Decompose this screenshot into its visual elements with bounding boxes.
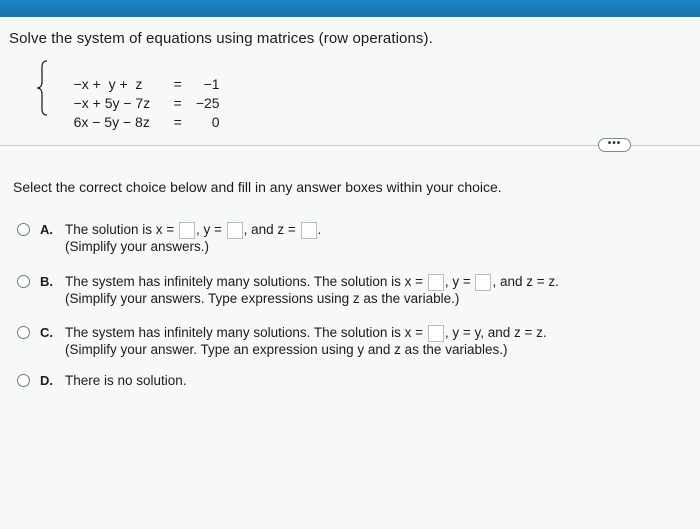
equation-rhs: −25 [195,95,220,111]
radio-button-b[interactable] [17,275,30,288]
answer-box-x[interactable] [428,274,444,291]
choice-text: , y = [444,274,471,289]
choice-letter: D. [40,373,53,388]
choice-letter: A. [40,222,53,237]
more-options-button[interactable]: ••• [598,138,631,152]
question-text: Solve the system of equations using matrices (row operations). [9,30,433,47]
answer-box-x[interactable] [428,325,444,342]
equation-rhs: 0 [211,114,220,130]
choice-c-text [65,325,547,342]
radio-button-c[interactable] [17,326,30,339]
choice-text: . [317,222,322,237]
equals-sign: = [173,114,182,130]
choice-text: , y = [195,222,222,237]
choice-d-text: There is no solution. [65,373,187,388]
answer-box-z[interactable] [301,222,317,239]
choice-a-hint: (Simplify your answers.) [65,239,210,254]
equals-sign: = [173,95,182,111]
choice-text: The system has infinitely many solutions. The solution is x = [65,274,424,289]
left-brace-icon [36,60,50,116]
radio-button-a[interactable] [17,223,30,236]
equation-system [36,60,220,130]
choice-text: , and z = z. [492,274,559,289]
choice-b-text [65,274,559,291]
equation-lhs: 6x − 5y − 8z [73,114,150,130]
instruction-text: Select the correct choice below and fill in any answer boxes within your choice. [13,179,502,195]
answer-box-x[interactable] [179,222,195,239]
equation-row [58,98,220,146]
equation-rhs: −1 [203,76,220,92]
answer-box-y[interactable] [227,222,243,239]
radio-button-d[interactable] [17,374,30,387]
top-header-bar [0,0,700,17]
equals-sign: = [173,76,182,92]
choice-letter: C. [40,325,53,340]
choice-text: The system has infinitely many solutions. The solution is x = [65,325,424,340]
choice-c-hint: (Simplify your answer. Type an expression using y and z as the variables.) [65,342,508,357]
answer-box-y[interactable] [475,274,491,291]
choice-letter: B. [40,274,53,289]
choice-text: , y = y, and z = z. [444,325,547,340]
equation-lhs: −x + y + z [73,76,143,92]
equation-lhs: −x + 5y − 7z [73,95,151,111]
choice-text: The solution is x = [65,222,175,237]
choice-b-hint: (Simplify your answers. Type expressions using z as the variable.) [65,291,460,306]
choice-text: , and z = [243,222,296,237]
choice-a-text [65,222,321,239]
section-divider [0,145,700,146]
